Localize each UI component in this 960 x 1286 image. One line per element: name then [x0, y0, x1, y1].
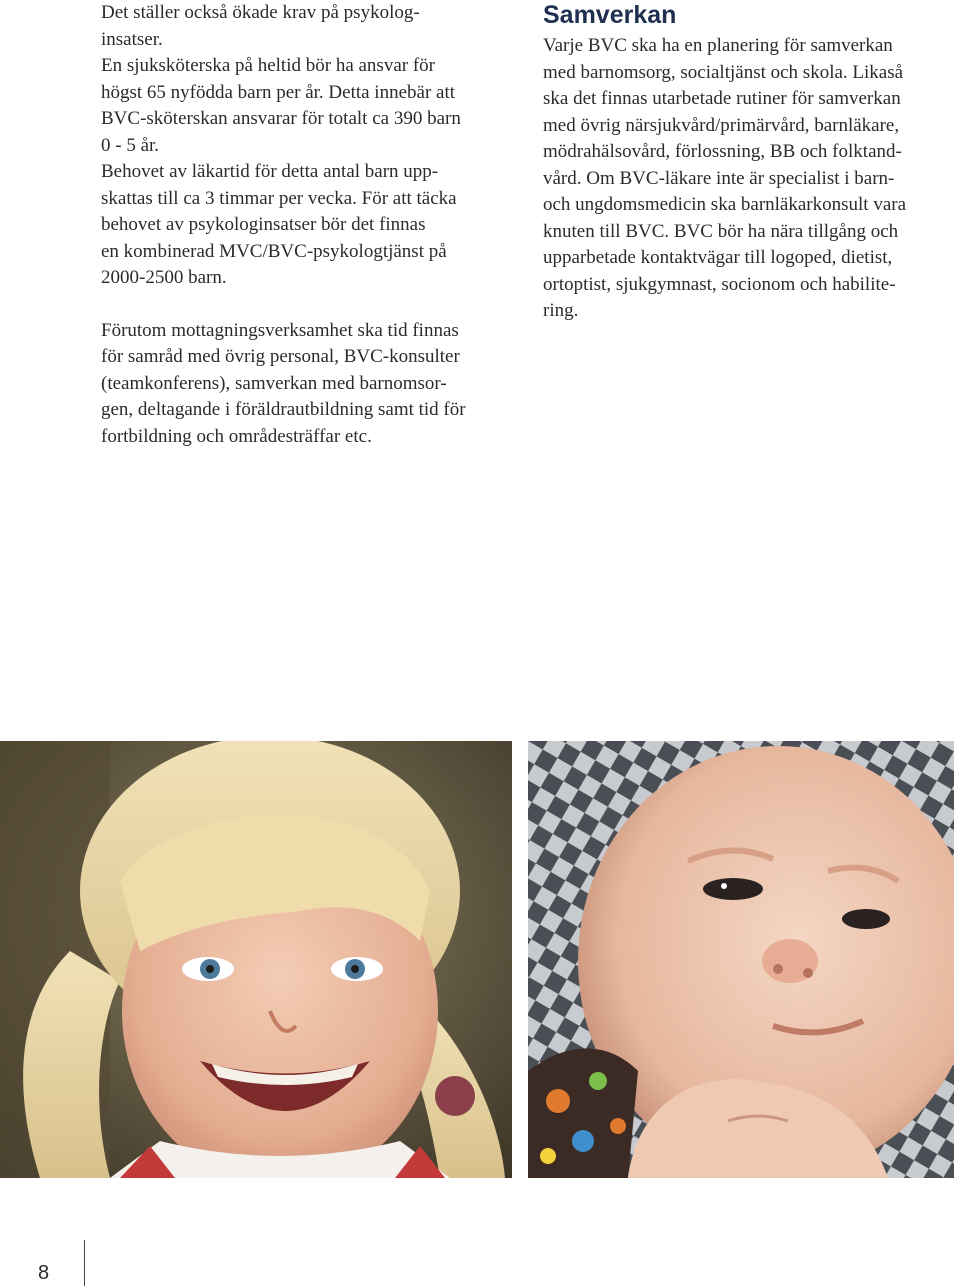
text-line: en kombinerad MVC/BVC-psykologtjänst på	[101, 240, 447, 262]
paragraph-gap	[101, 292, 521, 318]
text-line: ska det finnas utarbetade rutiner för samverkan	[543, 88, 901, 109]
text-line: upparbetade kontaktvägar till logoped, dietist,	[543, 247, 893, 268]
text-line: vård. Om BVC-läkare inte är specialist i barn-	[543, 167, 895, 189]
text-line: och ungdomsmedicin ska barnläkarkonsult vara	[543, 194, 907, 215]
photo-baby	[528, 741, 954, 1178]
text-line: mödrahälsovård, förlossning, BB och folktand-	[543, 141, 902, 162]
text-line: för samråd med övrig personal, BVC-konsulter	[101, 346, 460, 367]
page-number: 8	[38, 1262, 50, 1284]
text-line: knuten till BVC. BVC bör ha nära tillgång och	[543, 220, 899, 242]
text-line: Förutom mottagningsverksamhet ska tid finnas	[101, 319, 459, 341]
section-heading: Samverkan	[543, 1, 677, 29]
text-line: insatser.	[101, 28, 163, 50]
text-line: med övrig närsjukvård/primärvård, barnläkare,	[543, 114, 900, 136]
left-column	[101, 0, 521, 450]
text-line: BVC-sköterskan ansvarar för totalt ca 390 barn	[101, 108, 461, 129]
text-line: behovet av psykologinsatser bör det finnas	[101, 214, 426, 235]
text-line: med barnomsorg, socialtjänst och skola. Likaså	[543, 61, 904, 83]
text-line: Varje BVC ska ha en planering för samverkan	[543, 35, 893, 56]
text-line: (teamkonferens), samverkan med barnomsor-	[101, 372, 447, 394]
text-line: fortbildning och områdesträffar etc.	[101, 425, 372, 447]
text-line: ring.	[543, 300, 579, 321]
text-line: skattas till ca 3 timmar per vecka. För att täcka	[101, 187, 457, 209]
paragraph-other-time	[101, 318, 521, 451]
photo-smiling-girl	[0, 741, 512, 1178]
text-line: En sjuksköterska på heltid bör ha ansvar för	[101, 55, 435, 76]
text-line: högst 65 nyfödda barn per år. Detta innebär att	[101, 81, 456, 103]
right-column	[543, 0, 953, 325]
paragraph-collaboration	[543, 33, 953, 325]
text-line: ortoptist, sjukgymnast, socionom och habilite-	[543, 273, 896, 295]
text-line: Det ställer också ökade krav på psykolog-	[101, 2, 420, 23]
text-line: gen, deltagande i föräldrautbildning samt tid för	[101, 399, 466, 420]
text-line: Behovet av läkartid för detta antal barn upp-	[101, 161, 439, 182]
text-line: 0 - 5 år.	[101, 134, 160, 156]
text-line: 2000-2500 barn.	[101, 267, 227, 288]
margin-rule	[84, 1240, 85, 1286]
paragraph-staffing	[101, 0, 521, 292]
